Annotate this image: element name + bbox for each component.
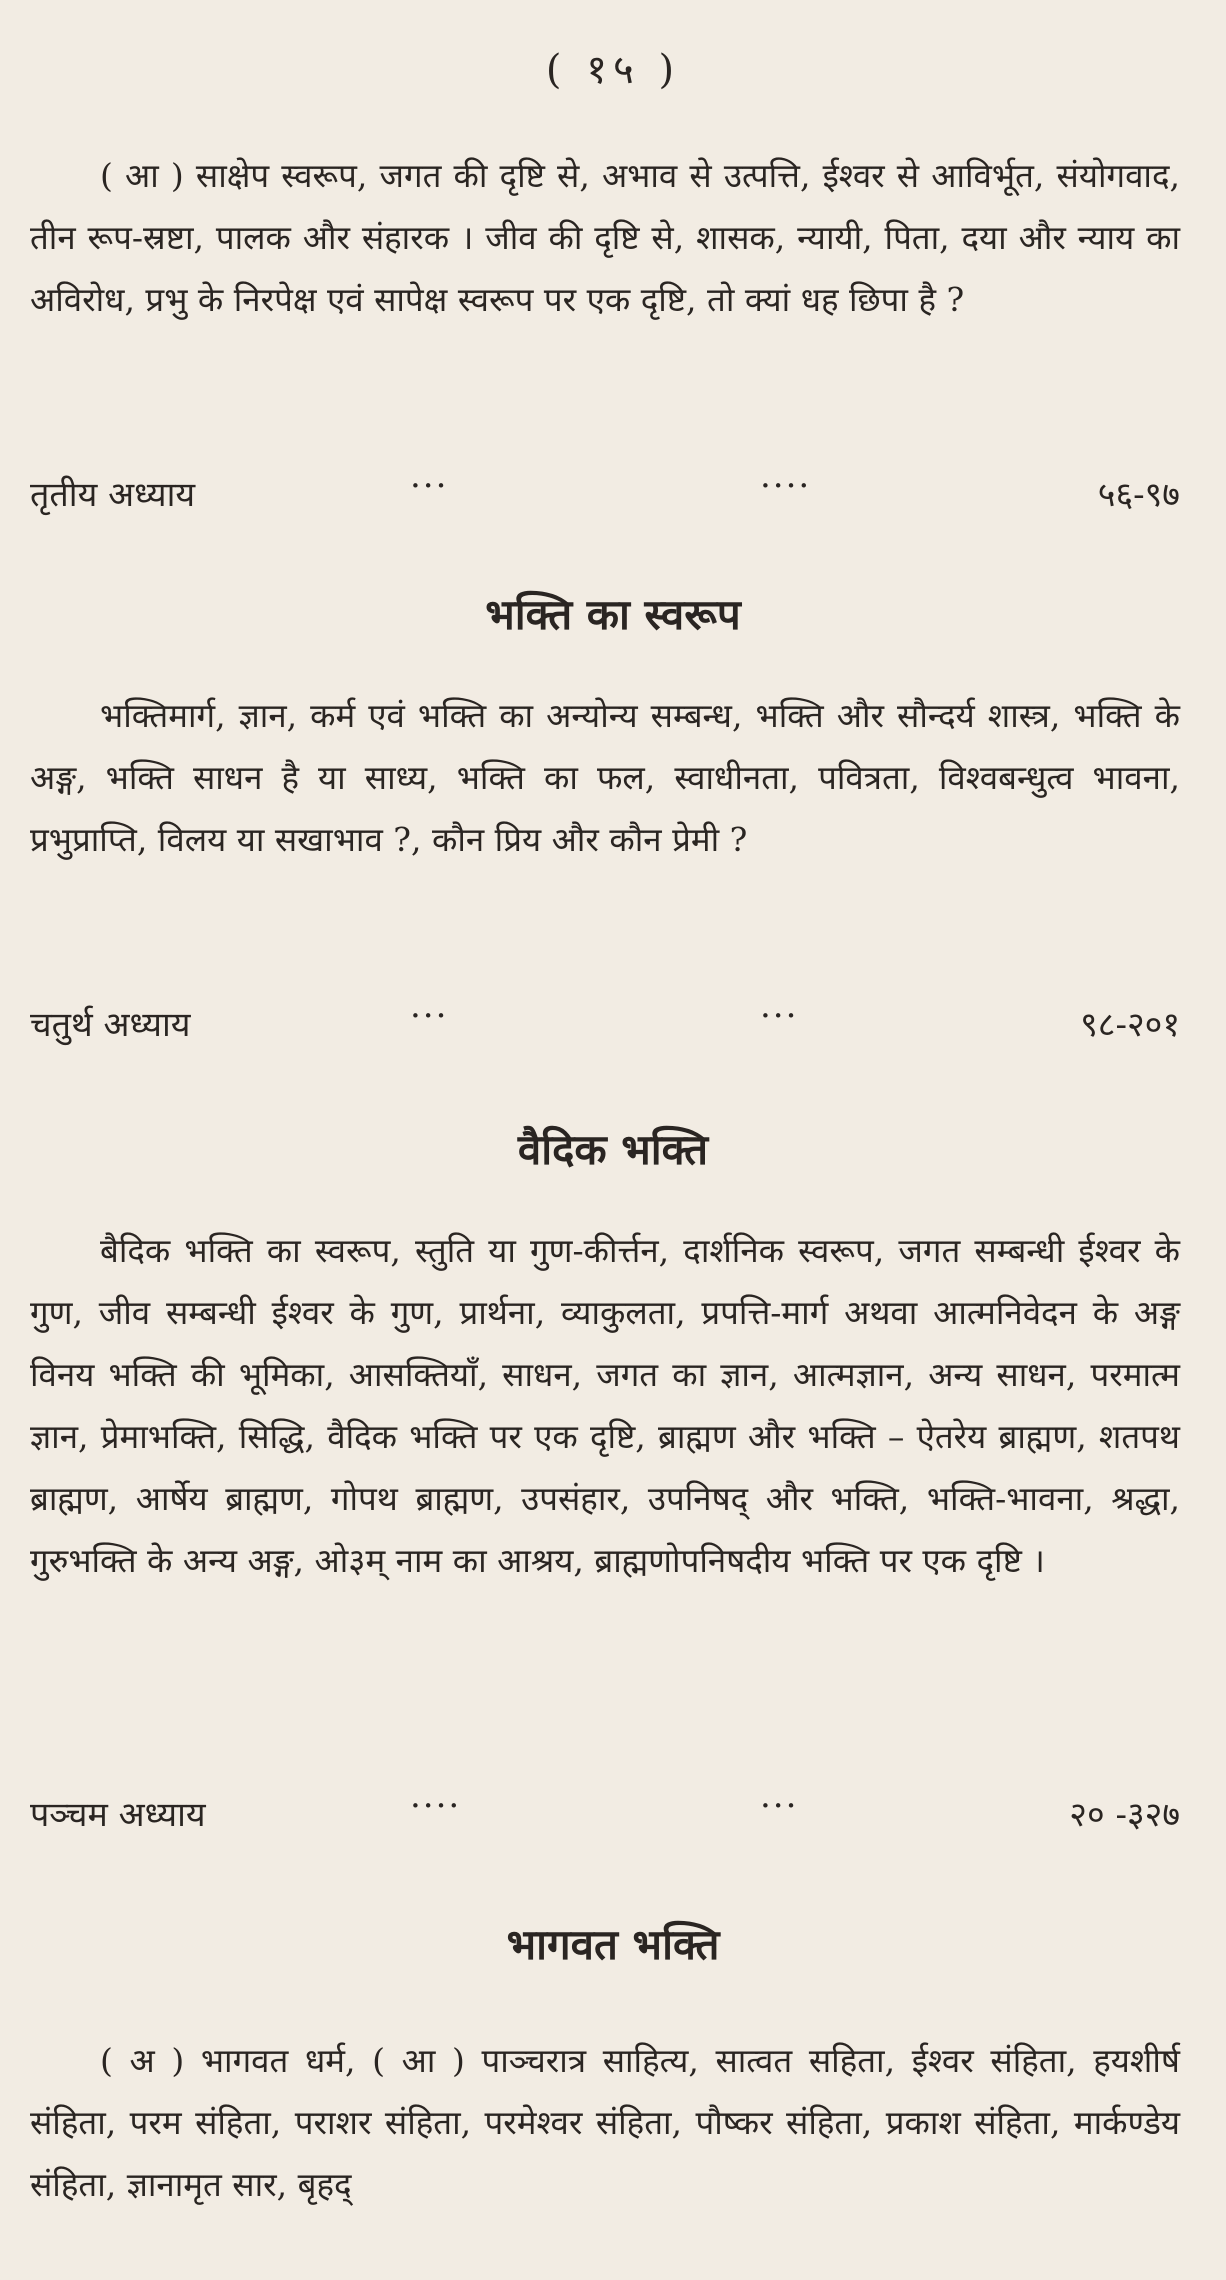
chapter-title-3: भक्ति का स्वरूप: [485, 590, 741, 639]
leader-dots: ...: [410, 986, 449, 1026]
chapter-heading-4: [30, 986, 1180, 1050]
leader-dots: ...: [760, 986, 799, 1026]
leader-dots: ...: [410, 456, 449, 496]
page-number: ( १५ ): [545, 47, 681, 93]
chapter-summary-5: ( अ ) भागवत धर्म, ( आ ) पाञ्चरात्र साहित्य, सात्वत सहिता, ईश्वर संहिता, हयशीर्ष संहिता, परम संहिता, पराशर संहिता, परमेश्वर संहिता, पौष्कर संहिता, प्रकाश संहिता, मार्कण्डेय संहिता, ज्ञानामृत सार, बृहद्: [30, 2041, 1180, 2204]
chapter-pages: ५६-९७: [1097, 475, 1180, 515]
chapter-title-4: वैदिक भक्ति: [517, 1125, 709, 1174]
chapter-title-5: भागवत भक्ति: [506, 1920, 720, 1969]
chapter-name: पञ्चम अध्याय: [30, 1795, 206, 1835]
chapter-summary-4: बैदिक भक्ति का स्वरूप, स्तुति या गुण-कीर्त्तन, दार्शनिक स्वरूप, जगत सम्बन्धी ईश्वर के गुण, जीव सम्बन्धी ईश्वर के गुण, प्रार्थना, व्याकुलता, प्रपत्ति-मार्ग अथवा आत्मनिवेदन के अङ्ग विनय भक्ति की भूमिका, आसक्तियाँ, साधन, जगत का ज्ञान, आत्मज्ञान, अन्य साधन, परमात्म ज्ञान, प्रेमाभक्ति, सिद्धि, वैदिक भक्ति पर एक दृष्टि, ब्राह्मण और भक्ति – ऐतरेय ब्राह्मण, शतपथ ब्राह्मण, आर्षेय ब्राह्मण, गोपथ ब्राह्मण, उपसंहार, उपनिषद् और भक्ति, भक्ति-भावना, श्रद्धा, गुरुभक्ति के अन्य अङ्ग, ओ३म् नाम का आश्रय, ब्राह्मणोपनिषदीय भक्ति पर एक दृष्टि ।: [30, 1231, 1180, 1580]
chapter-summary-3: भक्तिमार्ग, ज्ञान, कर्म एवं भक्ति का अन्योन्य सम्बन्ध, भक्ति और सौन्दर्य शास्त्र, भक्ति के अङ्ग, भक्ति साधन है या साध्य, भक्ति का फल, स्वाधीनता, पवित्रता, विश्वबन्धुत्व भावना, प्रभुप्राप्ति, विलय या सखाभाव ?, कौन प्रिय और कौन प्रेमी ?: [30, 696, 1180, 859]
leader-dots: ...: [760, 1776, 799, 1816]
chapter-pages: ९८-२०१: [1080, 1005, 1180, 1045]
leader-dots: ....: [760, 456, 812, 496]
chapter-pages: २० -३२७: [1069, 1795, 1180, 1835]
chapter-heading-5: [30, 1776, 1180, 1840]
intro-paragraph: ( आ ) साक्षेप स्वरूप, जगत की दृष्टि से, अभाव से उत्पत्ति, ईश्वर से आविर्भूत, संयोगवाद, तीन रूप-स्रष्टा, पालक और संहारक । जीव की दृष्टि से, शासक, न्यायी, पिता, दया और न्याय का अविरोध, प्रभु के निरपेक्ष एवं सापेक्ष स्वरूप पर एक दृष्टि, तो क्यां धह छिपा है ?: [30, 156, 1180, 319]
chapter-name: चतुर्थ अध्याय: [30, 1005, 191, 1045]
chapter-name: तृतीय अध्याय: [30, 475, 196, 515]
chapter-heading-3: [30, 456, 1180, 520]
leader-dots: ....: [410, 1776, 462, 1816]
